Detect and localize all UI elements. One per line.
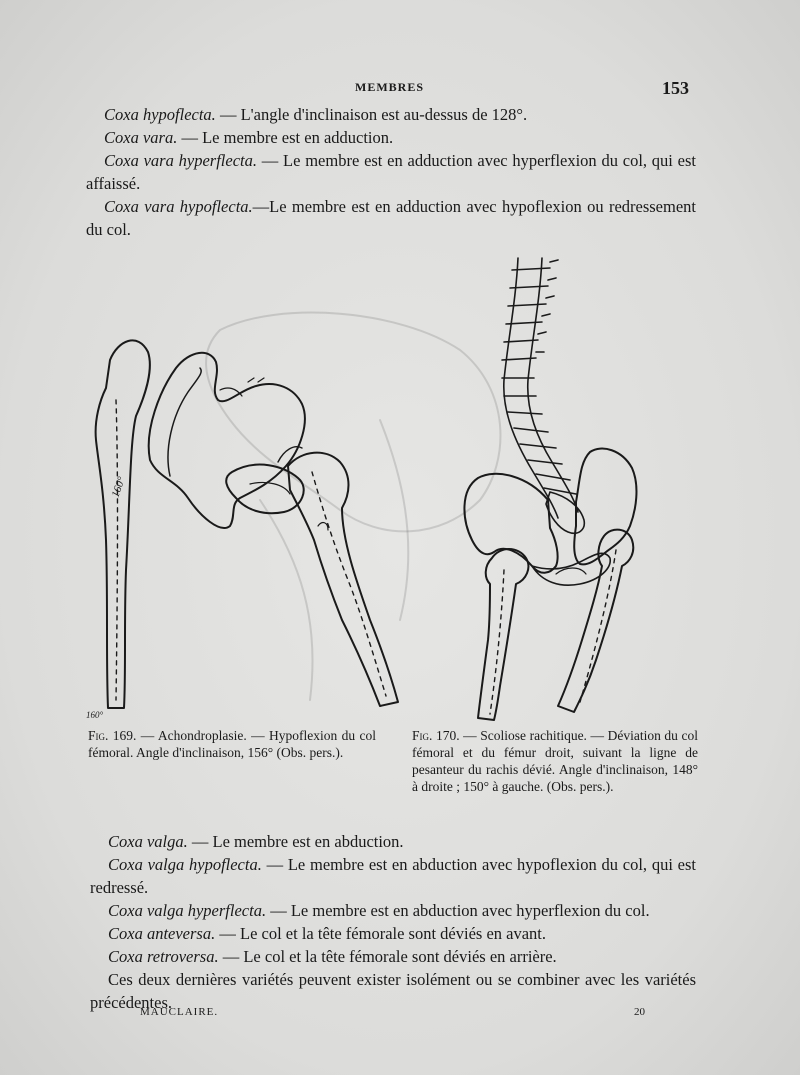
- term: Coxa anteversa.: [108, 924, 216, 943]
- definition: — Le membre est en abduction.: [187, 832, 404, 851]
- term: Coxa hypoflecta.: [104, 105, 216, 124]
- bottom-text-block: [90, 830, 696, 1014]
- paragraph: [86, 126, 696, 149]
- fig170-left-femur: [478, 549, 528, 720]
- fig170-right-iliac: [574, 449, 636, 565]
- definition: — Le membre est en adduction.: [177, 128, 394, 147]
- paragraph: [86, 195, 696, 241]
- paragraph: [90, 922, 696, 945]
- paragraph: [90, 853, 696, 899]
- caption-text: — Scoliose rachitique. — Déviation du col fémoral et du fémur droit, suivant la ligne de pesanteur du rachis dévié. Angle d'inclinaison, 148° à droite ; 150° à gauche. (Obs. pers.).: [412, 728, 698, 794]
- definition: — Le membre est en abduction avec hyperflexion du col.: [266, 901, 650, 920]
- definition: — Le membre est en adduction avec hyperflexion du col, qui est affaissé.: [86, 151, 696, 193]
- caption-text: — Achondroplasie. — Hypoflexion du col fémoral. Angle d'inclinaison, 156° (Obs. pers.).: [88, 728, 376, 760]
- fig169-base-label: 160°: [86, 710, 104, 720]
- definition: — L'angle d'inclinaison est au-dessus de 128°.: [215, 105, 528, 124]
- fig170-sacrum: [546, 492, 584, 533]
- term: Coxa vara.: [104, 128, 178, 147]
- figures-area: [80, 240, 720, 730]
- page-footer: [0, 1006, 800, 1022]
- definition: Ces deux dernières variétés peuvent exister isolément ou se combiner avec les variétés précédentes.: [90, 970, 696, 1012]
- fig170-right-femur: [558, 530, 633, 712]
- term: Coxa valga.: [108, 832, 188, 851]
- fig170-spine: [502, 258, 578, 518]
- term: Coxa valga hyperflecta.: [108, 901, 267, 920]
- paragraph: [90, 945, 696, 968]
- footer-signature: 20: [634, 1006, 645, 1018]
- definition: — Le membre est en abduction avec hypoflexion du col, qui est redressé.: [90, 855, 696, 897]
- running-title: MEMBRES: [355, 80, 425, 94]
- figure-169-caption: [88, 727, 376, 761]
- definition: —Le membre est en adduction avec hypoflexion ou redressement du col.: [86, 197, 696, 239]
- figure-169-drawing: [86, 340, 398, 720]
- caption-label: Fig. 169.: [88, 728, 137, 743]
- figure-170-caption: [412, 727, 698, 795]
- fig169-angle-label: 160°: [109, 475, 128, 500]
- page-number: 153: [662, 78, 689, 98]
- running-head: [0, 78, 800, 100]
- term: Coxa vara hyperflecta.: [104, 151, 257, 170]
- figure-170-drawing: [464, 258, 636, 720]
- paragraph: [86, 149, 696, 195]
- definition: — Le col et la tête fémorale sont déviés en avant.: [215, 924, 547, 943]
- definition: — Le col et la tête fémorale sont déviés en arrière.: [218, 947, 557, 966]
- fig169-iliac-bone: [149, 353, 305, 528]
- caption-label: Fig. 170.: [412, 728, 460, 743]
- paragraph: [86, 103, 696, 126]
- term: Coxa vara hypoflecta.: [104, 197, 253, 216]
- paragraph: [90, 830, 696, 853]
- fig169-left-femur: [96, 340, 150, 708]
- paragraph: [90, 899, 696, 922]
- top-text-block: [86, 103, 696, 241]
- anatomical-figures: [80, 240, 720, 730]
- footer-author: MAUCLAIRE.: [140, 1006, 219, 1018]
- term: Coxa retroversa.: [108, 947, 219, 966]
- term: Coxa valga hypoflecta.: [108, 855, 262, 874]
